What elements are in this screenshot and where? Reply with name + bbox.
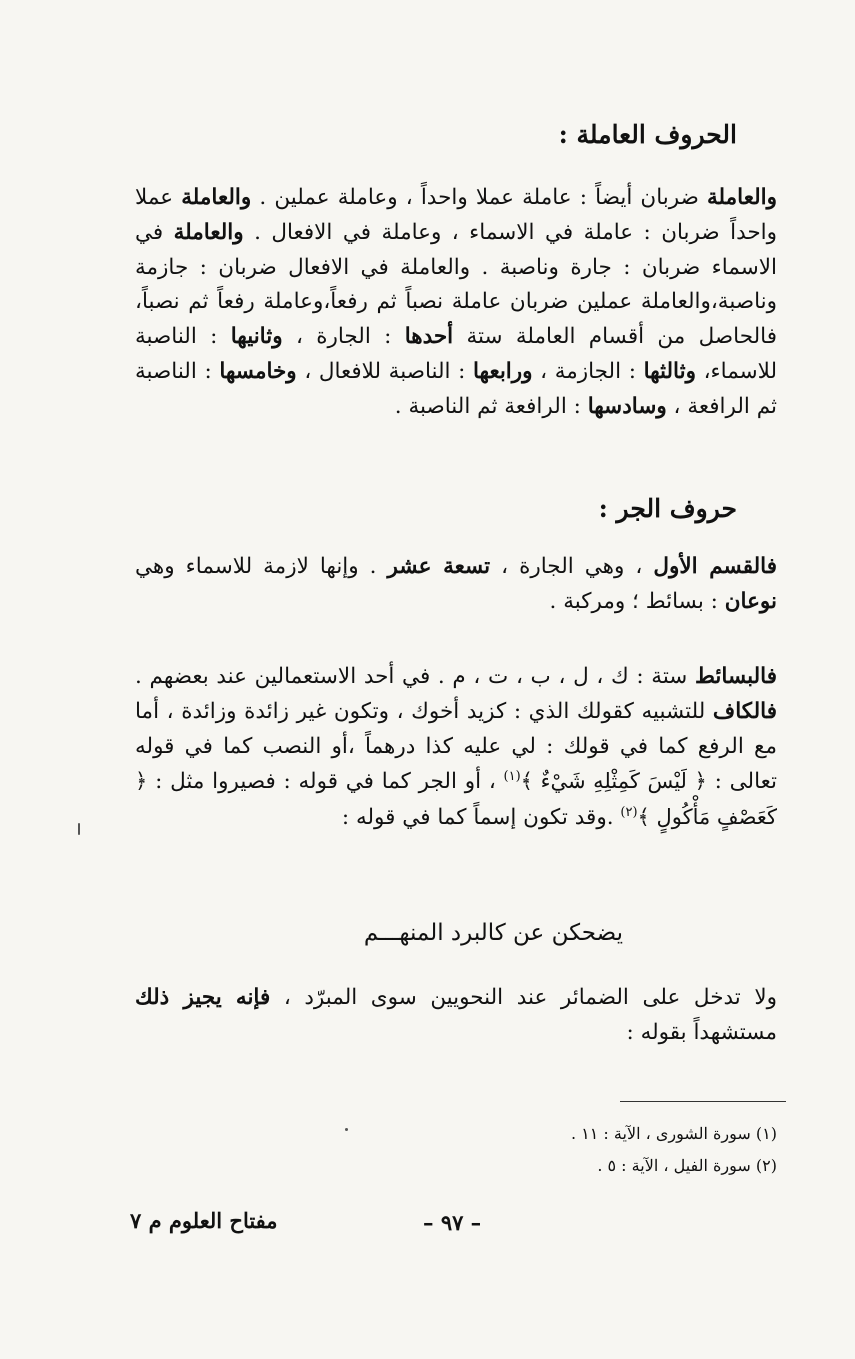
paragraph-text: : الناصبة للاسماء، bbox=[135, 324, 778, 384]
paragraph-simple-prepositions bbox=[135, 660, 777, 836]
paragraph-text: ولا تدخل على الضمائر عند النحويين سوى المبرّد ، bbox=[270, 985, 777, 1010]
paragraph-text: : الناصبة ثم الرافعة ، bbox=[135, 358, 777, 419]
bold-term: والعاملة bbox=[181, 185, 252, 210]
quran-quote: ﴿ لَيْسَ كَمِثْلِهِ شَيْءٌ ﴾ bbox=[520, 769, 707, 794]
poem-verse: يضحكن عن كالبرد المنهـــم bbox=[363, 920, 623, 946]
paragraph-text: ضربان أيضاً : عاملة عملا واحداً ، وعاملة عملين . bbox=[251, 185, 708, 210]
bold-term: وثالثها bbox=[643, 358, 696, 384]
page-number: – ٩٧ – bbox=[423, 1210, 482, 1235]
paragraph-text: . وإنها لازمة للاسماء وهي bbox=[135, 554, 388, 579]
quran-quote: ﴿ كَعَصْفٍ مَأْكُولٍ ﴾ bbox=[135, 769, 777, 830]
paragraph-text: : الناصبة للافعال ، bbox=[296, 358, 473, 384]
bold-term: وخامسها bbox=[219, 358, 297, 384]
paragraph-text: ستة : ك ، ل ، ب ، ت ، م . في أحد الاستعمالين عند بعضهم . bbox=[135, 664, 695, 689]
paragraph-working-particles bbox=[135, 181, 777, 425]
paragraph-text: مستشهداً بقوله : bbox=[626, 1019, 777, 1045]
paragraph-prepositions-intro bbox=[135, 550, 777, 620]
bold-term: فإنه يجيز ذلك bbox=[135, 985, 271, 1010]
bold-term: أحدها bbox=[404, 324, 454, 350]
paragraph-text: عملا واحداً ضربان : عاملة في الاسماء ، وعاملة في الافعال . bbox=[135, 185, 777, 245]
footnote-divider bbox=[620, 1101, 786, 1102]
bold-term: نوعان bbox=[724, 588, 777, 614]
footnote-marker: (٢) bbox=[620, 805, 638, 821]
paragraph-pronouns bbox=[135, 981, 777, 1051]
paragraph-text: : الجازمة ، bbox=[532, 358, 644, 384]
paragraph-text: : الرافعة ثم الناصبة . bbox=[394, 393, 588, 419]
section-heading-working-particles: الحروف العاملة : bbox=[558, 120, 737, 149]
footnote-marker: (١) bbox=[503, 769, 521, 785]
bold-term: والعاملة bbox=[707, 185, 778, 210]
footnote-1: (١) سورة الشورى ، الآية : ١١ . bbox=[570, 1124, 777, 1143]
footnote-2: (٢) سورة الفيل ، الآية : ٥ . bbox=[597, 1156, 777, 1175]
paragraph-text: : الجارة ، bbox=[282, 324, 405, 350]
bold-term: فالبسائط bbox=[695, 664, 777, 689]
paragraph-text: للتشبيه كقولك الذي : كزيد أخوك ، وتكون غير زائدة وزائدة ، أما مع الرفع كما في قولك : لي عليه كذا درهماً ،أو النصب كما في قوله تعالى : bbox=[135, 698, 778, 795]
paragraph-text: ، وهي الجارة ، bbox=[490, 554, 654, 579]
bold-term: فالكاف bbox=[712, 698, 777, 724]
bold-term: تسعة عشر bbox=[387, 554, 491, 579]
paragraph-text: : بسائط ؛ ومركبة . bbox=[549, 588, 725, 614]
paragraph-text: ، أو الجر كما في قوله : فصيروا مثل : bbox=[147, 769, 504, 795]
scan-speck bbox=[345, 1128, 348, 1131]
paragraph-text: في الاسماء ضربان : جارة وناصبة . والعاملة في الافعال ضربان : جازمة وناصبة،والعاملة عملين ضربان عاملة نصباً ثم رفعاً،وعاملة رفعاً ثم نصباً، فالحاصل من أقسام العاملة ستة bbox=[135, 219, 777, 350]
bold-term: وسادسها bbox=[587, 393, 667, 419]
bold-term: والعاملة bbox=[173, 219, 244, 245]
bold-term: وثانيها bbox=[230, 324, 283, 350]
bold-term: ورابعها bbox=[472, 358, 533, 384]
paragraph-text: .وقد تكون إسماً كما في قوله : bbox=[341, 805, 621, 831]
bold-term: فالقسم الأول bbox=[653, 554, 777, 579]
scan-speck bbox=[78, 823, 80, 835]
running-footer-title: مفتاح العلوم م ٧ bbox=[130, 1208, 278, 1233]
section-heading-prepositions: حروف الجر : bbox=[598, 494, 737, 523]
